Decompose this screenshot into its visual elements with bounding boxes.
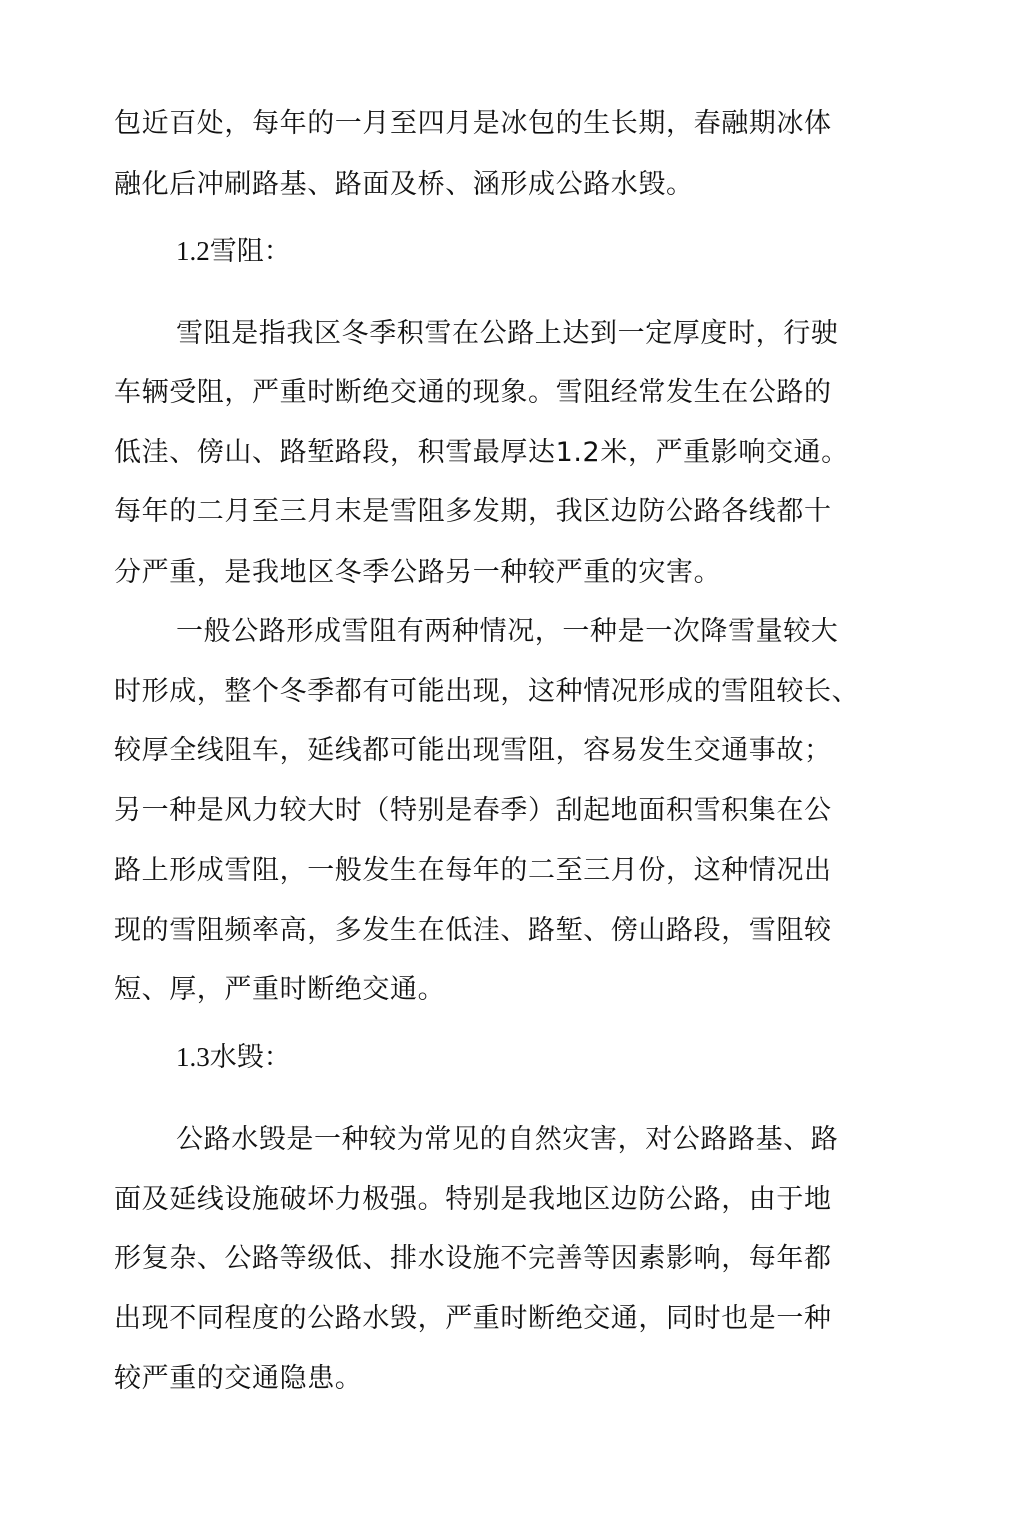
section-heading-1-2 (176, 233, 291, 269)
section-number: 1.3 (176, 1042, 210, 1072)
text-line: 形复杂、公路等级低、排水设施不完善等因素影响，每年都 (114, 1243, 832, 1274)
text-line: 融化后冲刷路基、路面及桥、涵形成公路水毁。 (114, 169, 694, 200)
text-line: 面及延线设施破坏力极强。特别是我地区边防公路，由于地 (114, 1184, 832, 1215)
text-line: 另一种是风力较大时（特别是春季）刮起地面积雪积集在公 (114, 795, 832, 826)
text-line: 每年的二月至三月末是雪阻多发期，我区边防公路各线都十 (114, 496, 832, 527)
text-line: 公路水毁是一种较为常见的自然灾害，对公路路基、路 (176, 1124, 839, 1155)
text-line: 车辆受阻，严重时断绝交通的现象。雪阻经常发生在公路的 (114, 377, 832, 408)
text-line: 较厚全线阻车，延线都可能出现雪阻，容易发生交通事故； (114, 735, 832, 766)
text-line: 分严重，是我地区冬季公路另一种较严重的灾害。 (114, 557, 722, 588)
section-heading-1-3 (176, 1039, 291, 1075)
text-line: 包近百处，每年的一月至四月是冰包的生长期，春融期冰体 (114, 108, 832, 139)
text-line: 雪阻是指我区冬季积雪在公路上达到一定厚度时，行驶 (176, 318, 839, 349)
text-line: 较严重的交通隐患。 (114, 1363, 363, 1394)
text-line: 低洼、傍山、路堑路段，积雪最厚达1.2米，严重影响交通。 (114, 437, 849, 468)
text-line: 时形成，整个冬季都有可能出现，这种情况形成的雪阻较长、 (114, 676, 860, 707)
text-line: 路上形成雪阻，一般发生在每年的二至三月份，这种情况出 (114, 855, 832, 886)
text-line: 出现不同程度的公路水毁，严重时断绝交通，同时也是一种 (114, 1303, 832, 1334)
section-number: 1.2 (176, 236, 210, 266)
section-title: 水毁： (209, 1042, 291, 1073)
text-line: 一般公路形成雪阻有两种情况，一种是一次降雪量较大 (176, 616, 839, 647)
text-line: 短、厚，严重时断绝交通。 (114, 974, 446, 1005)
section-title: 雪阻： (209, 236, 291, 267)
text-line: 现的雪阻频率高，多发生在低洼、路堑、傍山路段，雪阻较 (114, 915, 832, 946)
